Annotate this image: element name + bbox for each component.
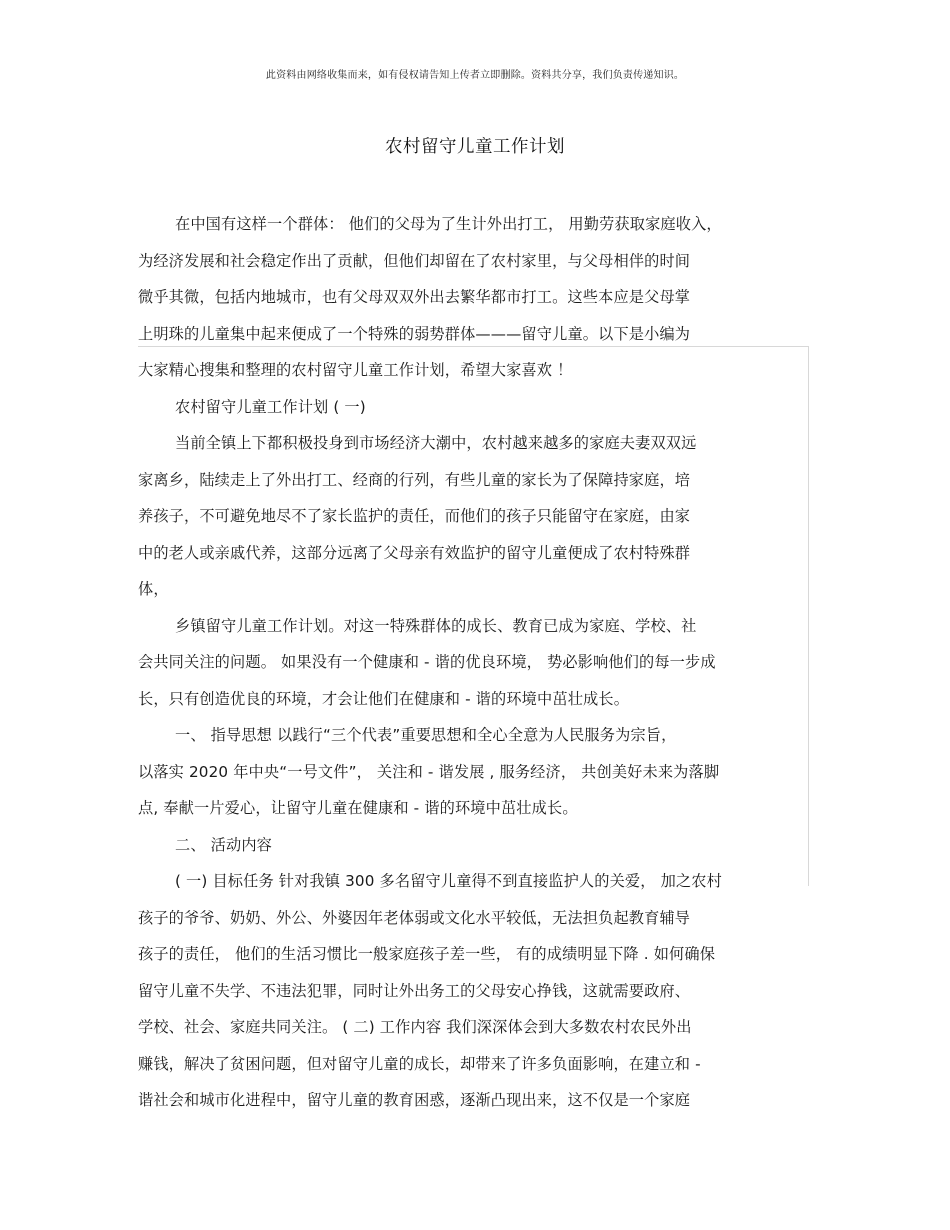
text-line: 以落实 2020 年中央“一号文件”， 关注和 - 谐发展 , 服务经济， 共创美好未来为落脚 [138,762,720,781]
text-line: 一、 指导思想 以践行“三个代表”重要思想和全心全意为人民服务为宗旨， [175,726,677,744]
text-line: 点, 奉献一片爱心，让留守儿童在健康和 - 谐的环境中茁壮成长。 [138,799,578,817]
section-heading: 二、 活动内容 [175,835,273,854]
text-line: 赚钱，解决了贫困问题，但对留守儿童的成长，却带来了许多负面影响，在建立和 - [138,1054,701,1073]
text-line: 养孩子，不可避免地尽不了家长监护的责任，而他们的孩子只能留守在家庭，由家 [138,507,691,525]
text-line: 家离乡，陆续走上了外出打工、经商的行列，有些儿童的家长为了保障持家庭，培 [138,470,691,489]
text-line: 当前全镇上下都积极投身到市场经济大潮中，农村越来越多的家庭夫妻双双远 [175,434,697,452]
section-heading: 农村留守儿童工作计划 ( 一) [175,397,366,416]
text-line: 在中国有这样一个群体： 他们的父母为了生计外出打工， 用勤劳获取家庭收入， [175,215,722,233]
document-body [138,206,818,1119]
text-line: 微乎其微，包括内地城市，也有父母双双外出去繁华都市打工。这些本应是父母掌 [138,288,691,306]
text-line: 中的老人或亲戚代养，这部分远离了父母亲有效监护的留守儿童便成了农村特殊群 [138,543,691,562]
page-title: 农村留守儿童工作计划 [385,137,565,157]
text-line: 孩子的爷爷、奶奶、外公、外婆因年老体弱或文化水平较低，无法担负起教育辅导 [138,908,691,927]
disclaimer-note: 此资料由网络收集而来，如有侵权请告知上传者立即删除。资料共分享，我们负责传递知识。 [265,70,685,81]
text-line: 学校、社会、家庭共同关注。 ( 二) 工作内容 我们深深体会到大多数农村农民外出 [138,1018,692,1036]
text-line: 会共同关注的问题。 如果没有一个健康和 - 谐的优良环境， 势必影响他们的每一步成 [138,653,716,671]
text-line: ( 一) 目标任务 针对我镇 300 多名留守儿童得不到直接监护人的关爱， 加之农村 [175,872,722,890]
text-line: 谐社会和城市化进程中，留守儿童的教育困惑，逐渐凸现出来，这不仅是一个家庭 [138,1091,691,1109]
text-line: 乡镇留守儿童工作计划。对这一特殊群体的成长、教育已成为家庭、学校、社 [175,616,697,635]
text-line: 体， [138,580,169,598]
text-line: 上明珠的儿童集中起来便成了一个特殊的弱势群体———留守儿童。以下是小编为 [138,324,691,343]
text-line: 孩子的责任， 他们的生活习惯比一般家庭孩子差一些， 有的成绩明显下降 . 如何确保 [138,945,716,963]
text-line: 长，只有创造优良的环境，才会让他们在健康和 - 谐的环境中茁壮成长。 [138,689,630,708]
text-line: 大家精心搜集和整理的农村留守儿童工作计划，希望大家喜欢 ！ [138,361,573,379]
text-line: 留守儿童不失学、不违法犯罪，同时让外出务工的父母安心挣钱，这就需要政府、 [138,981,691,1000]
text-line: 为经济发展和社会稳定作出了贡献，但他们却留在了农村家里，与父母相伴的时间 [138,251,691,270]
